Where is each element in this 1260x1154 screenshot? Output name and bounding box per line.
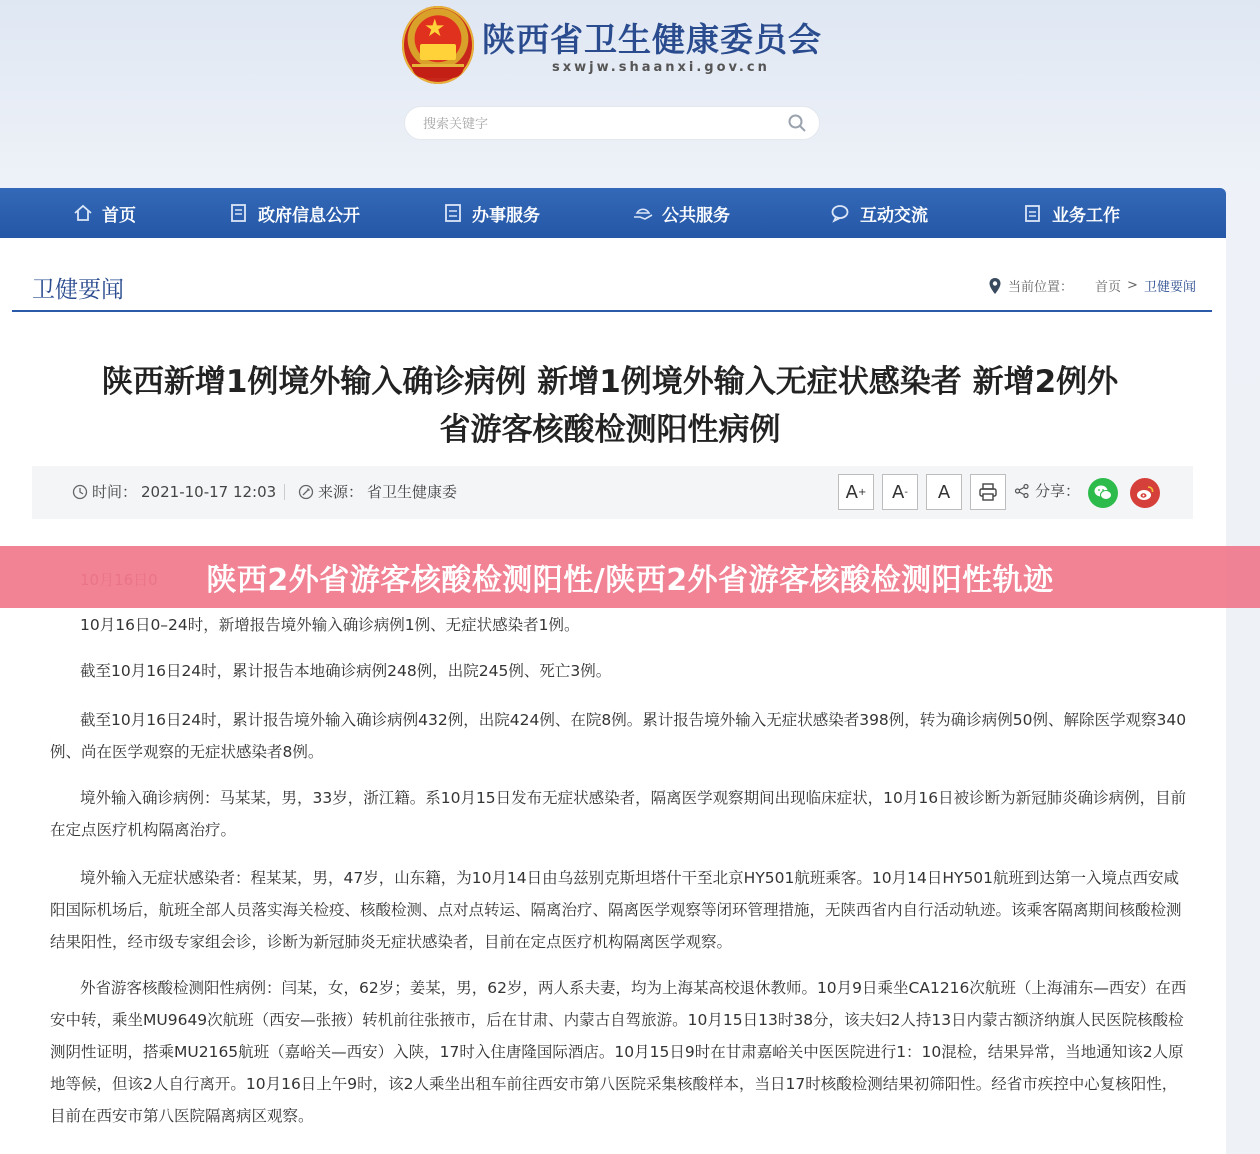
hand-service-icon	[632, 202, 654, 224]
search-input[interactable]	[423, 114, 773, 134]
font-reset-label: A	[937, 481, 951, 503]
publish-time	[72, 481, 276, 502]
edit-pen-icon	[298, 484, 314, 500]
nav-item-label: 业务工作	[1052, 205, 1120, 226]
share-area	[1014, 480, 1080, 501]
article-title-line-1: 陕西新增1例境外输入确诊病例 新增1例境外输入无症状感染者 新增2例外	[101, 364, 1119, 400]
article-source	[298, 481, 457, 502]
meta-separator	[284, 484, 285, 500]
font-decrease-button[interactable]	[882, 474, 918, 510]
section-title: 卫健要闻	[32, 277, 124, 303]
nav-item-public-services[interactable]	[632, 188, 730, 238]
article-meta-bar	[32, 466, 1193, 519]
breadcrumb	[988, 276, 1196, 295]
breadcrumb-separator: >	[1127, 278, 1138, 293]
document-list-icon	[228, 202, 250, 224]
font-decrease-sup: -	[904, 486, 908, 498]
clock-icon	[72, 484, 88, 500]
home-icon	[72, 202, 94, 224]
headline-overlay-banner	[0, 546, 1260, 608]
chat-icon	[830, 202, 852, 224]
section-divider	[12, 310, 1212, 312]
printer-icon	[978, 482, 998, 502]
article-paragraph: 10月16日0–24时，新增报告境外输入确诊病例1例、无症状感染者1例。	[80, 616, 580, 634]
nav-item-label: 办事服务	[472, 205, 540, 226]
article-paragraph: 外省游客核酸检测阳性病例：闫某，女，62岁；姜某，男，62岁，两人系夫妻，均为上海某高校退休教师。10月9日乘坐CA1216次航班（上海浦东—西安）在西安中转，乘坐MU9649次航班（西安—张掖）转机前往张掖市，后在甘肃、内蒙古自驾旅游。10月15日13时38分，该夫妇2人持13日内蒙古额济纳旗人民医院核酸检测阴性证明，搭乘MU2165航班（嘉峪关—西安）入陕，17时入住唐隆国际酒店。10月15日9时在甘肃嘉峪关中医医院进行1：10混检，结果异常，当地通知该2人原地等候，但该2人自行离开。10月16日上午9时，该2人乘坐出租车前往西安市第八医院采集核酸样本，当日17时核酸检测结果初筛阳性。经省市疾控中心复核阳性，目前在西安市第八医院隔离病区观察。	[50, 979, 1187, 1125]
font-decrease-label: A	[892, 481, 905, 503]
article-paragraph: 境外输入确诊病例：马某某，男，33岁，浙江籍。系10月15日发布无症状感染者，隔离医学观察期间出现临床症状，10月16日被诊断为新冠肺炎确诊病例，目前在定点医疗机构隔离治疗。	[50, 789, 1187, 839]
font-reset-button[interactable]	[926, 474, 962, 510]
print-button[interactable]	[970, 474, 1006, 510]
nav-item-interaction[interactable]	[830, 188, 928, 238]
weibo-icon	[1135, 484, 1155, 502]
nav-item-label: 互动交流	[860, 205, 928, 226]
content-panel	[0, 238, 1226, 1154]
breadcrumb-home-link[interactable]: 首页	[1095, 280, 1122, 295]
breadcrumb-current-link[interactable]: 卫健要闻	[1143, 280, 1196, 295]
share-wechat-button[interactable]	[1088, 478, 1118, 508]
share-weibo-button[interactable]	[1130, 478, 1160, 508]
location-pin-icon	[988, 277, 1002, 295]
article-paragraph: 截至10月16日24时，累计报告境外输入确诊病例432例，出院424例、在院8例。累计报告境外输入无症状感染者398例，转为确诊病例50例、解除医学观察340例、尚在医学观察的无症状感染者8例。	[50, 711, 1187, 761]
nav-item-label: 首页	[102, 205, 136, 226]
nav-item-label: 政府信息公开	[258, 205, 360, 226]
font-increase-button[interactable]	[838, 474, 874, 510]
font-increase-sup: +	[857, 486, 867, 498]
breadcrumb-label: 当前位置：	[1008, 280, 1074, 295]
time-value: 2021-10-17 12:03	[141, 482, 277, 501]
source-value: 省卫生健康委	[367, 483, 458, 501]
article-title-line-2: 省游客核酸检测阳性病例	[439, 412, 781, 448]
source-label: 来源：	[318, 483, 364, 501]
search-icon[interactable]	[787, 113, 807, 133]
nav-item-label: 公共服务	[662, 205, 730, 226]
banner-text: 陕西2外省游客核酸检测阳性/陕西2外省游客核酸检测阳性轨迹	[206, 563, 1054, 598]
nav-item-business[interactable]	[1022, 188, 1120, 238]
article-title	[40, 358, 1180, 454]
clipboard-icon	[1022, 202, 1044, 224]
article-paragraph: 境外输入无症状感染者：程某某，男，47岁，山东籍，为10月14日由乌兹别克斯坦塔什干至北京HY501航班乘客。10月14日HY501航班到达第一入境点西安咸阳国际机场后，航班全部人员落实海关检疫、核酸检测、点对点转运、隔离治疗、隔离医学观察等闭环管理措施，无陕西省内自行活动轨迹。该乘客隔离期间核酸检测结果阳性，经市级专家组会诊，诊断为新冠肺炎无症状感染者，目前在定点医疗机构隔离医学观察。	[50, 869, 1182, 951]
time-label: 时间：	[92, 483, 138, 501]
share-label: 分享：	[1035, 482, 1081, 500]
main-nav	[0, 188, 1226, 238]
search-box[interactable]	[404, 106, 820, 140]
nav-item-gov-info[interactable]	[228, 188, 360, 238]
site-header	[0, 0, 1260, 188]
form-icon	[442, 202, 464, 224]
nav-item-home[interactable]	[72, 188, 136, 238]
site-title[interactable]: 陕西省卫生健康委员会	[482, 20, 822, 59]
article-paragraph: 截至10月16日24时，累计报告本地确诊病例248例，出院245例、死亡3例。	[80, 662, 612, 680]
site-domain: sxwjw.shaanxi.gov.cn	[552, 60, 770, 75]
nav-item-services[interactable]	[442, 188, 540, 238]
share-icon	[1014, 483, 1030, 499]
national-emblem-icon: ★	[402, 6, 474, 84]
font-increase-label: A	[845, 481, 858, 503]
wechat-icon	[1093, 484, 1113, 502]
